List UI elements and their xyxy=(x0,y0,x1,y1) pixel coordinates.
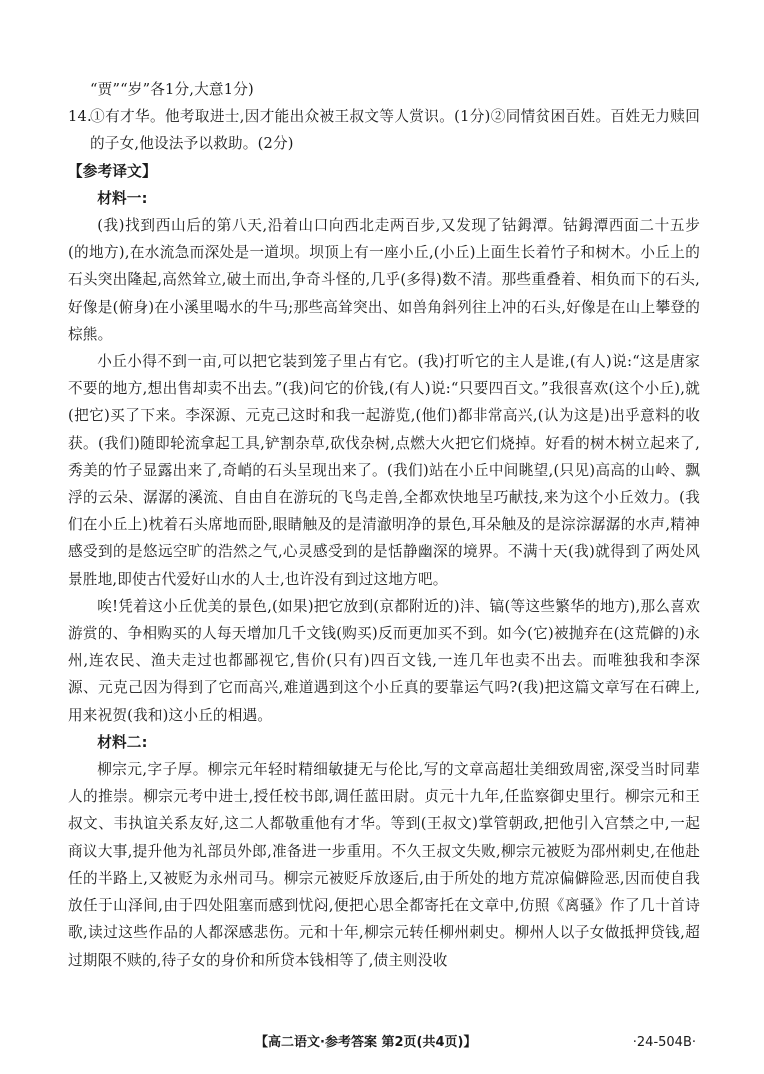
material-1-paragraph-1: (我)找到西山后的第八天,沿着山口向西北走两百步,又发现了钴鉧潭。钴鉧潭西面二十五步(的地方),在水流急而深处是一道坝。坝顶上有一座小丘,(小丘)上面生长着竹子和树木。小丘上的石头突出隆起,高然耸立,破土而出,争奇斗怪的,几乎(多得)数不清。那些重叠着、相负而下的石头,好像是(俯身)在小溪里喝水的牛马;那些高耸突出、如兽角斜列往上冲的石头,好像是在山上攀登的棕熊。 xyxy=(68,217,700,343)
material-2-paragraph-1: 柳宗元,字子厚。柳宗元年轻时精细敏捷无与伦比,写的文章高超壮美细致周密,深受当时同辈人的推崇。柳宗元考中进士,授任校书郎,调任蓝田尉。贞元十九年,任监察御史里行。柳宗元和王叔文、韦执谊关系友好,这二人都敬重他有才华。等到(王叔文)掌管朝政,把他引入宫禁之中,一起商议大事,提升他为礼部员外郎,准备进一步重用。不久王叔文失败,柳宗元被贬为邵州刺史,在他赴任的半路上,又被贬为永州司马。柳宗元被贬斥放逐后,由于所处的地方荒凉偏僻险恶,因而使自我放任于山泽间,由于四处阻塞而感到忧闷,便把心思全都寄托在文章中,仿照《离骚》作了几十首诗歌,读过这些作品的人都深感悲伤。元和十年,柳宗元转任柳州刺史。柳州人以子女做抵押贷钱,超过期限不赎的,待子女的身价和所贷本钱相等了,债主则没收 xyxy=(68,761,700,969)
answer-line-1: “贾”“岁”各1分,大意1分) xyxy=(90,81,254,98)
answer-14-text: ①有才华。他考取进士,因才能出众被王叔文等人赏识。(1分)②同情贫困百姓。百姓无力赎回的子女,他设法予以救助。(2分) xyxy=(90,108,700,153)
material-1-label: 材料一: xyxy=(97,189,148,207)
footer-code: ·24-504B· xyxy=(632,1035,696,1050)
material-2-label: 材料二: xyxy=(97,733,148,751)
material-1-paragraph-3: 唉!凭着这小丘优美的景色,(如果)把它放到(京都附近的)沣、镐(等这些繁华的地方),那么喜欢游赏的、争相购买的人每天增加几千文钱(购买)反而更加买不到。如今(它)被抛弃在(这荒僻的)永州,连农民、渔夫走过也都鄙视它,售价(只有)四百文钱,一连几年也卖不出去。而唯独我和李深源、元克己因为得到了它而高兴,难道遇到这个小丘真的要靠运气吗?(我)把这篇文章写在石碑上,用来祝贺(我和)这小丘的相遇。 xyxy=(68,597,700,724)
translation-heading: 【参考译文】 xyxy=(68,162,157,180)
page-content xyxy=(68,76,700,974)
answer-continuation xyxy=(68,76,700,103)
material-1-paragraph-2: 小丘小得不到一亩,可以把它装到笼子里占有它。(我)打听它的主人是谁,(有人)说:“这是唐家不要的地方,想出售却卖不出去。”(我)问它的价钱,(有人)说:“只要四百文。”我很喜欢(这个小丘),就(把它)买了下来。李深源、元克己这时和我一起游览,(他们)都非常高兴,(认为这是)出乎意料的收获。(我们)随即轮流拿起工具,铲割杂草,砍伐杂树,点燃大火把它们烧掉。好看的树木树立起来了,秀美的竹子显露出来了,奇峭的石头呈现出来了。(我们)站在小丘中间眺望,(只见)高高的山岭、飘浮的云朵、潺潺的溪流、自由自在游玩的飞鸟走兽,全都欢快地呈巧献技,来为这个小丘效力。(我们在小丘上)枕着石头席地而卧,眼睛触及的是清澈明净的景色,耳朵触及的是淙淙潺潺的水声,精神感受到的是悠远空旷的浩然之气,心灵感受到的是恬静幽深的境界。不满十天(我)就得到了两处风景胜地,即使古代爱好山水的人士,也许没有到过这地方吧。 xyxy=(68,353,700,588)
answer-14 xyxy=(68,103,700,157)
page-footer xyxy=(0,1032,764,1054)
footer-page-info: 【高二语文·参考答案 第2页(共4页)】 xyxy=(255,1035,477,1050)
question-number: 14. xyxy=(68,108,92,126)
